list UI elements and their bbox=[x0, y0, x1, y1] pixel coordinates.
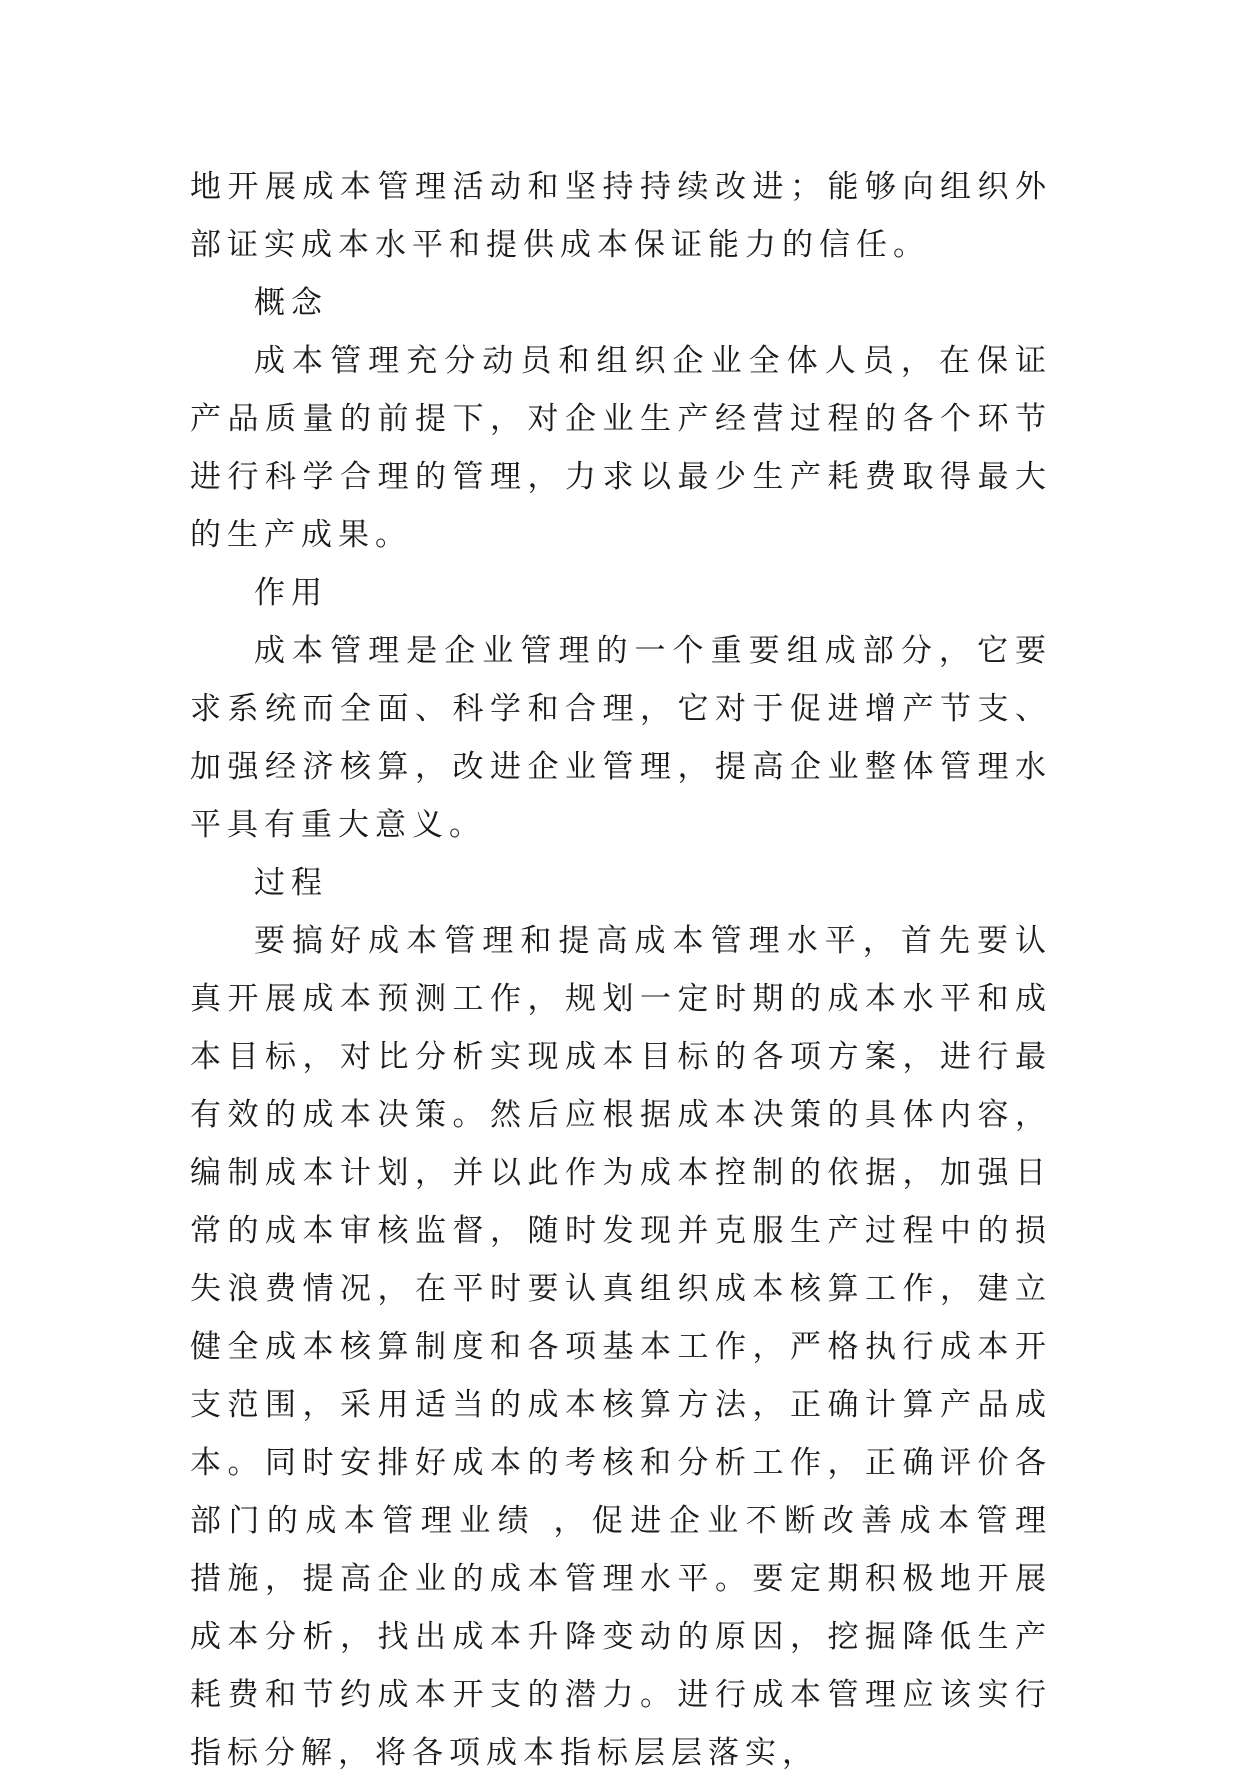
paragraph-concept: 成本管理充分动员和组织企业全体人员，在保证产品质量的前提下，对企业生产经营过程的各个环节进行科学合理的管理，力求以最少生产耗费取得最大的生产成果。 bbox=[190, 343, 1052, 553]
paragraph-process: 要搞好成本管理和提高成本管理水平，首先要认真开展成本预测工作，规划一定时期的成本水平和成本目标，对比分析实现成本目标的各项方案，进行最有效的成本决策。然后应根据成本决策的具体内容，编制成本计划，并以此作为成本控制的依据，加强日常的成本审核监督，随时发现并克服生产过程中的损失浪费情况，在平时要认真组织成本核算工作，建立健全成本核算制度和各项基本工作，严格执行成本开支范围，采用适当的成本核算方法，正确计算产品成本。同时安排好成本的考核和分析工作，正确评价各部门的成本管理业绩 ，促进企业不断改善成本管理措施，提高企业的成本管理水平。要定期积极地开展成本分析，找出成本升降变动的原因，挖掘降低生产耗费和节约成本开支的潜力。进行成本管理应该实行指标分解，将各项成本指标层层落实， bbox=[190, 923, 1052, 1771]
paragraph-continued: 地开展成本管理活动和坚持持续改进；能够向组织外部证实成本水平和提供成本保证能力的信任。 bbox=[190, 169, 1052, 263]
paragraph-role: 成本管理是企业管理的一个重要组成部分，它要求系统而全面、科学和合理，它对于促进增产节支、加强经济核算，改进企业管理，提高企业整体管理水平具有重大意义。 bbox=[190, 633, 1052, 843]
section-heading-concept: 概念 bbox=[254, 285, 328, 321]
document-body bbox=[190, 158, 1052, 1782]
section-heading-role: 作用 bbox=[254, 575, 328, 611]
section-heading-process: 过程 bbox=[254, 865, 328, 901]
